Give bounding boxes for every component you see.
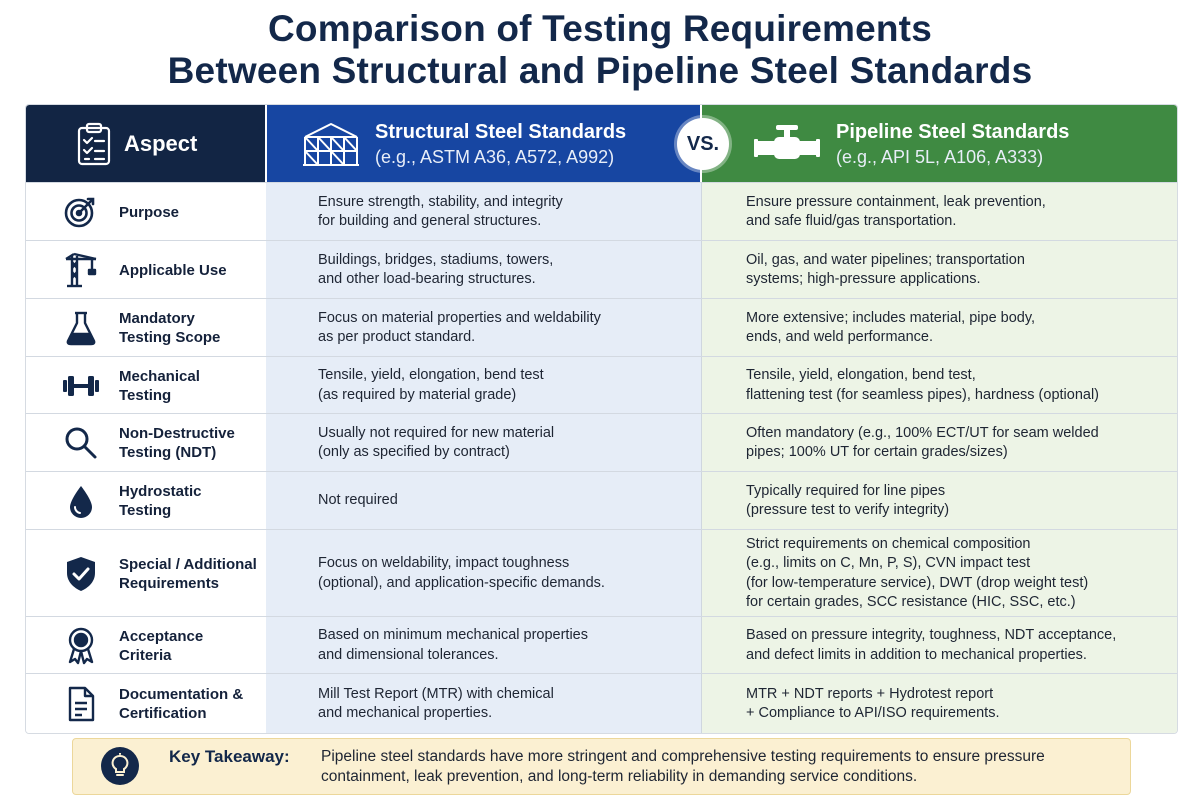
table-row — [26, 673, 1177, 734]
row-structural: Focus on material properties and weldability as per product standard. — [318, 309, 601, 345]
row-structural: Based on minimum mechanical properties and dimensional tolerances. — [318, 627, 588, 663]
structural-header-title: Structural Steel Standards — [375, 120, 627, 143]
key-takeaway-label: Key Takeaway: — [169, 747, 290, 766]
target-icon — [56, 183, 106, 241]
pipeline-header-subtitle: (e.g., API 5L, A106, A333) — [836, 146, 1044, 167]
flask-icon — [56, 299, 106, 357]
pipe-valve-icon — [752, 119, 822, 169]
row-structural: Not required — [318, 492, 398, 509]
row-aspect: Mandatory Testing Scope — [119, 310, 221, 346]
table-row — [26, 298, 1177, 357]
row-aspect: Special / Additional Requirements — [119, 555, 257, 592]
row-pipeline: Strict requirements on chemical composition (e.g., limits on C, Mn, P, S), CVN impact test (for low-temperature service), DWT (drop weight test) for certain grades, SCC resistance (HIC, SSC, etc.) — [746, 535, 1089, 610]
table-row — [26, 529, 1177, 617]
header-aspect-label: Aspect — [124, 130, 198, 156]
row-aspect: Applicable Use — [119, 261, 227, 279]
table-row — [26, 413, 1177, 472]
crane-icon — [56, 241, 106, 299]
row-aspect: Non-Destructive Testing (NDT) — [119, 425, 235, 461]
row-pipeline: Typically required for line pipes (pressure test to verify integrity) — [746, 482, 950, 518]
comparison-table — [25, 104, 1178, 734]
row-pipeline: Based on pressure integrity, toughness, NDT acceptance, and defect limits in addition to mechanical properties. — [746, 627, 1117, 663]
key-takeaway-text: Pipeline steel standards have more stringent and comprehensive testing requirements to ensure pressure containment, leak prevention, and long-term reliability in demanding service conditions. — [321, 748, 1045, 785]
magnifier-icon — [56, 414, 106, 472]
water-drop-icon — [56, 472, 106, 530]
row-structural: Buildings, bridges, stadiums, towers, and other load-bearing structures. — [318, 251, 554, 287]
row-aspect: Documentation & Certification — [119, 686, 244, 722]
row-aspect: Mechanical Testing — [119, 367, 200, 404]
row-aspect: Hydrostatic Testing — [119, 483, 202, 519]
row-aspect: Acceptance Criteria — [119, 627, 204, 664]
table-row — [26, 240, 1177, 299]
table-row — [26, 356, 1177, 414]
title-line-2: Between Structural and Pipeline Steel Standards — [167, 50, 1033, 91]
document-icon — [56, 674, 106, 734]
header-aspect — [26, 105, 265, 182]
key-takeaway-box — [72, 738, 1131, 795]
steel-frame-building-icon — [301, 119, 361, 169]
row-pipeline: MTR + NDT reports + Hydrotest report + Compliance to API/ISO requirements. — [746, 685, 1000, 721]
row-structural: Usually not required for new material (only as specified by contract) — [318, 424, 555, 460]
pipeline-header-title: Pipeline Steel Standards — [836, 120, 1070, 143]
vs-badge: VS. — [677, 118, 729, 170]
award-ribbon-icon — [56, 617, 106, 674]
row-pipeline: Often mandatory (e.g., 100% ECT/UT for seam welded pipes; 100% UT for certain grades/sizes) — [746, 424, 1099, 460]
row-structural: Mill Test Report (MTR) with chemical and mechanical properties. — [318, 685, 554, 721]
row-structural: Tensile, yield, elongation, bend test (as required by material grade) — [318, 367, 544, 403]
row-pipeline: Oil, gas, and water pipelines; transportation systems; high-pressure applications. — [746, 251, 1025, 287]
table-row — [26, 616, 1177, 674]
table-row — [26, 471, 1177, 530]
header-pipeline — [702, 105, 1177, 182]
row-pipeline: Tensile, yield, elongation, bend test, flattening test (for seamless pipes), hardness (optional) — [746, 367, 1100, 403]
table-row — [26, 182, 1177, 241]
header-structural — [267, 105, 700, 182]
title-line-1: Comparison of Testing Requirements — [268, 8, 932, 49]
page-title — [0, 8, 1200, 92]
lightbulb-icon — [101, 747, 139, 785]
shield-check-icon — [56, 530, 106, 617]
dumbbell-icon — [56, 357, 106, 414]
row-pipeline: Ensure pressure containment, leak prevention, and safe fluid/gas transportation. — [746, 193, 1046, 229]
row-structural: Ensure strength, stability, and integrity for building and general structures. — [318, 193, 563, 229]
structural-header-subtitle: (e.g., ASTM A36, A572, A992) — [375, 146, 615, 167]
row-pipeline: More extensive; includes material, pipe body, ends, and weld performance. — [746, 309, 1036, 345]
row-structural: Focus on weldability, impact toughness (optional), and application-specific demands. — [318, 555, 605, 591]
row-aspect: Purpose — [119, 203, 180, 221]
clipboard-checklist-icon — [74, 120, 114, 168]
